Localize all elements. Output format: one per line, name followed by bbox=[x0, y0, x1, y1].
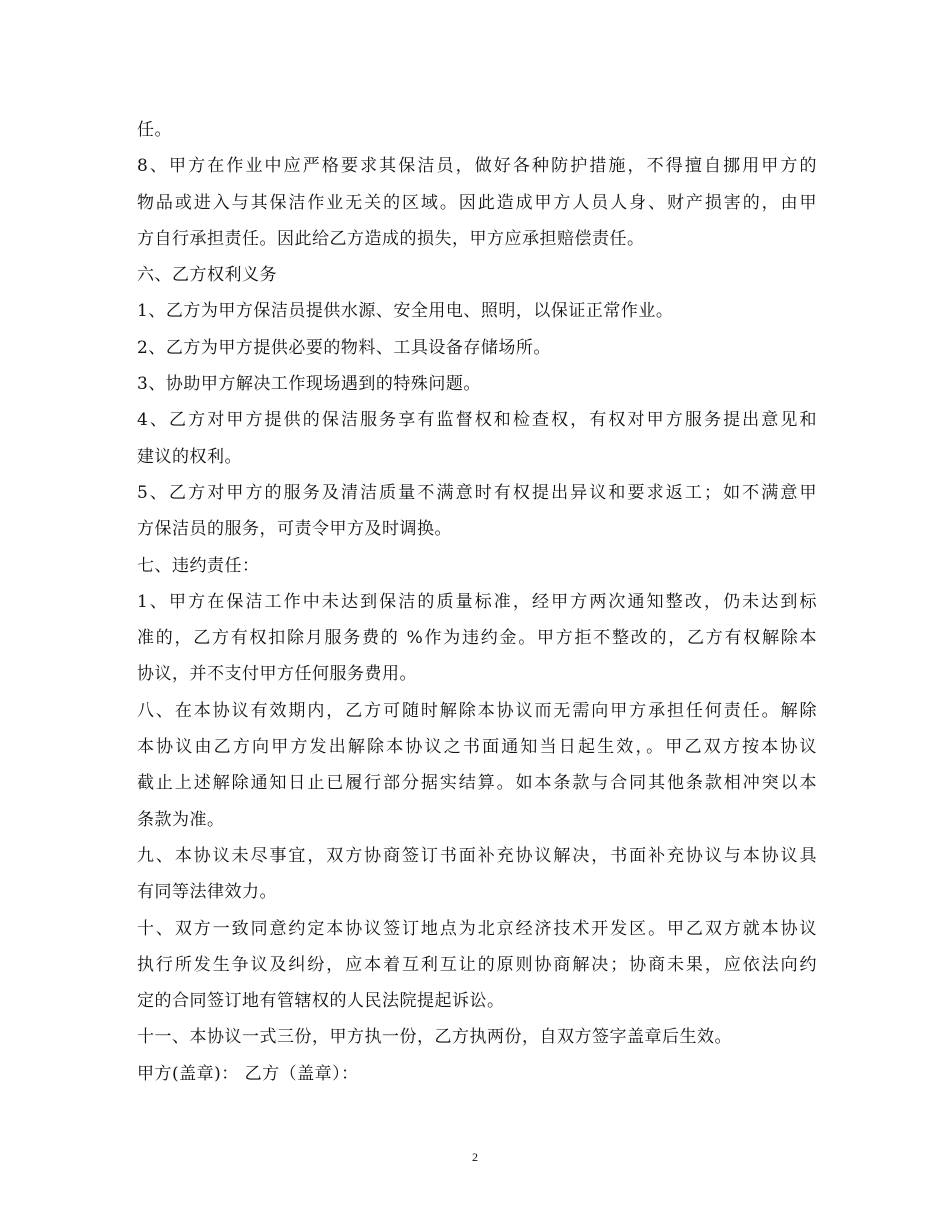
text-line: 十一、本协议一式三份，甲方执一份，乙方执两份，自双方签字盖章后生效。 bbox=[137, 1027, 732, 1048]
text-line: 十、双方一致同意约定本协议签订地点为北京经济技术开发区。甲乙双方就本协议 bbox=[137, 918, 817, 939]
text-line: 8、甲方在作业中应严格要求其保洁员，做好各种防护措施，不得擅自挪用甲方的 bbox=[137, 156, 817, 177]
text-line: 六、乙方权利义务 bbox=[137, 265, 277, 286]
text-line: 执行所发生争议及纠纷，应本着互利互让的原则协商解决；协商未果，应依法向约 bbox=[137, 954, 817, 975]
text-line: 5、乙方对甲方的服务及清洁质量不满意时有权提出异议和要求返工；如不满意甲 bbox=[137, 482, 817, 503]
text-line: 八、在本协议有效期内，乙方可随时解除本协议而无需向甲方承担任何责任。解除 bbox=[137, 700, 817, 721]
text-line: 有同等法律效力。 bbox=[137, 882, 277, 903]
text-line: 建议的权利。 bbox=[137, 446, 242, 467]
text-line: 七、违约责任： bbox=[137, 555, 260, 576]
text-line: 方自行承担责任。因此给乙方造成的损失，甲方应承担赔偿责任。 bbox=[137, 228, 645, 249]
text-line: 甲方(盖章)： 乙方（盖章）： bbox=[137, 1063, 359, 1084]
document-body bbox=[137, 112, 817, 1092]
text-line: 4、乙方对甲方提供的保洁服务享有监督权和检查权，有权对甲方服务提出意见和 bbox=[137, 410, 817, 431]
text-line: 1、甲方在保洁工作中未达到保洁的质量标准，经甲方两次通知整改，仍未达到标 bbox=[137, 591, 817, 612]
text-line: 2、乙方为甲方提供必要的物料、工具设备存储场所。 bbox=[137, 337, 551, 358]
text-line: 任。 bbox=[137, 120, 172, 140]
text-line: 方保洁员的服务，可责令甲方及时调换。 bbox=[137, 519, 452, 540]
page-number: 2 bbox=[472, 1150, 478, 1164]
text-line: 九、本协议未尽事宜，双方协商签订书面补充协议解决，书面补充协议与本协议具 bbox=[137, 845, 817, 866]
text-line: 3、协助甲方解决工作现场遇到的特殊问题。 bbox=[137, 374, 481, 395]
text-line: 截止上述解除通知日止已履行部分据实结算。如本条款与合同其他条款相冲突以本 bbox=[137, 773, 817, 794]
text-line: 物品或进入与其保洁作业无关的区域。因此造成甲方人员人身、财产损害的，由甲 bbox=[137, 192, 817, 213]
text-line: 定的合同签订地有管辖权的人民法院提起诉讼。 bbox=[137, 991, 505, 1012]
text-line: 准的，乙方有权扣除月服务费的 %作为违约金。甲方拒不整改的，乙方有权解除本 bbox=[137, 628, 817, 649]
text-line: 1、乙方为甲方保洁员提供水源、安全用电、照明，以保证正常作业。 bbox=[137, 301, 674, 322]
text-line: 条款为准。 bbox=[137, 809, 225, 830]
text-line: 协议，并不支付甲方任何服务费用。 bbox=[137, 664, 417, 685]
text-line: 本协议由乙方向甲方发出解除本协议之书面通知当日起生效，。甲乙双方按本协议 bbox=[137, 737, 817, 758]
